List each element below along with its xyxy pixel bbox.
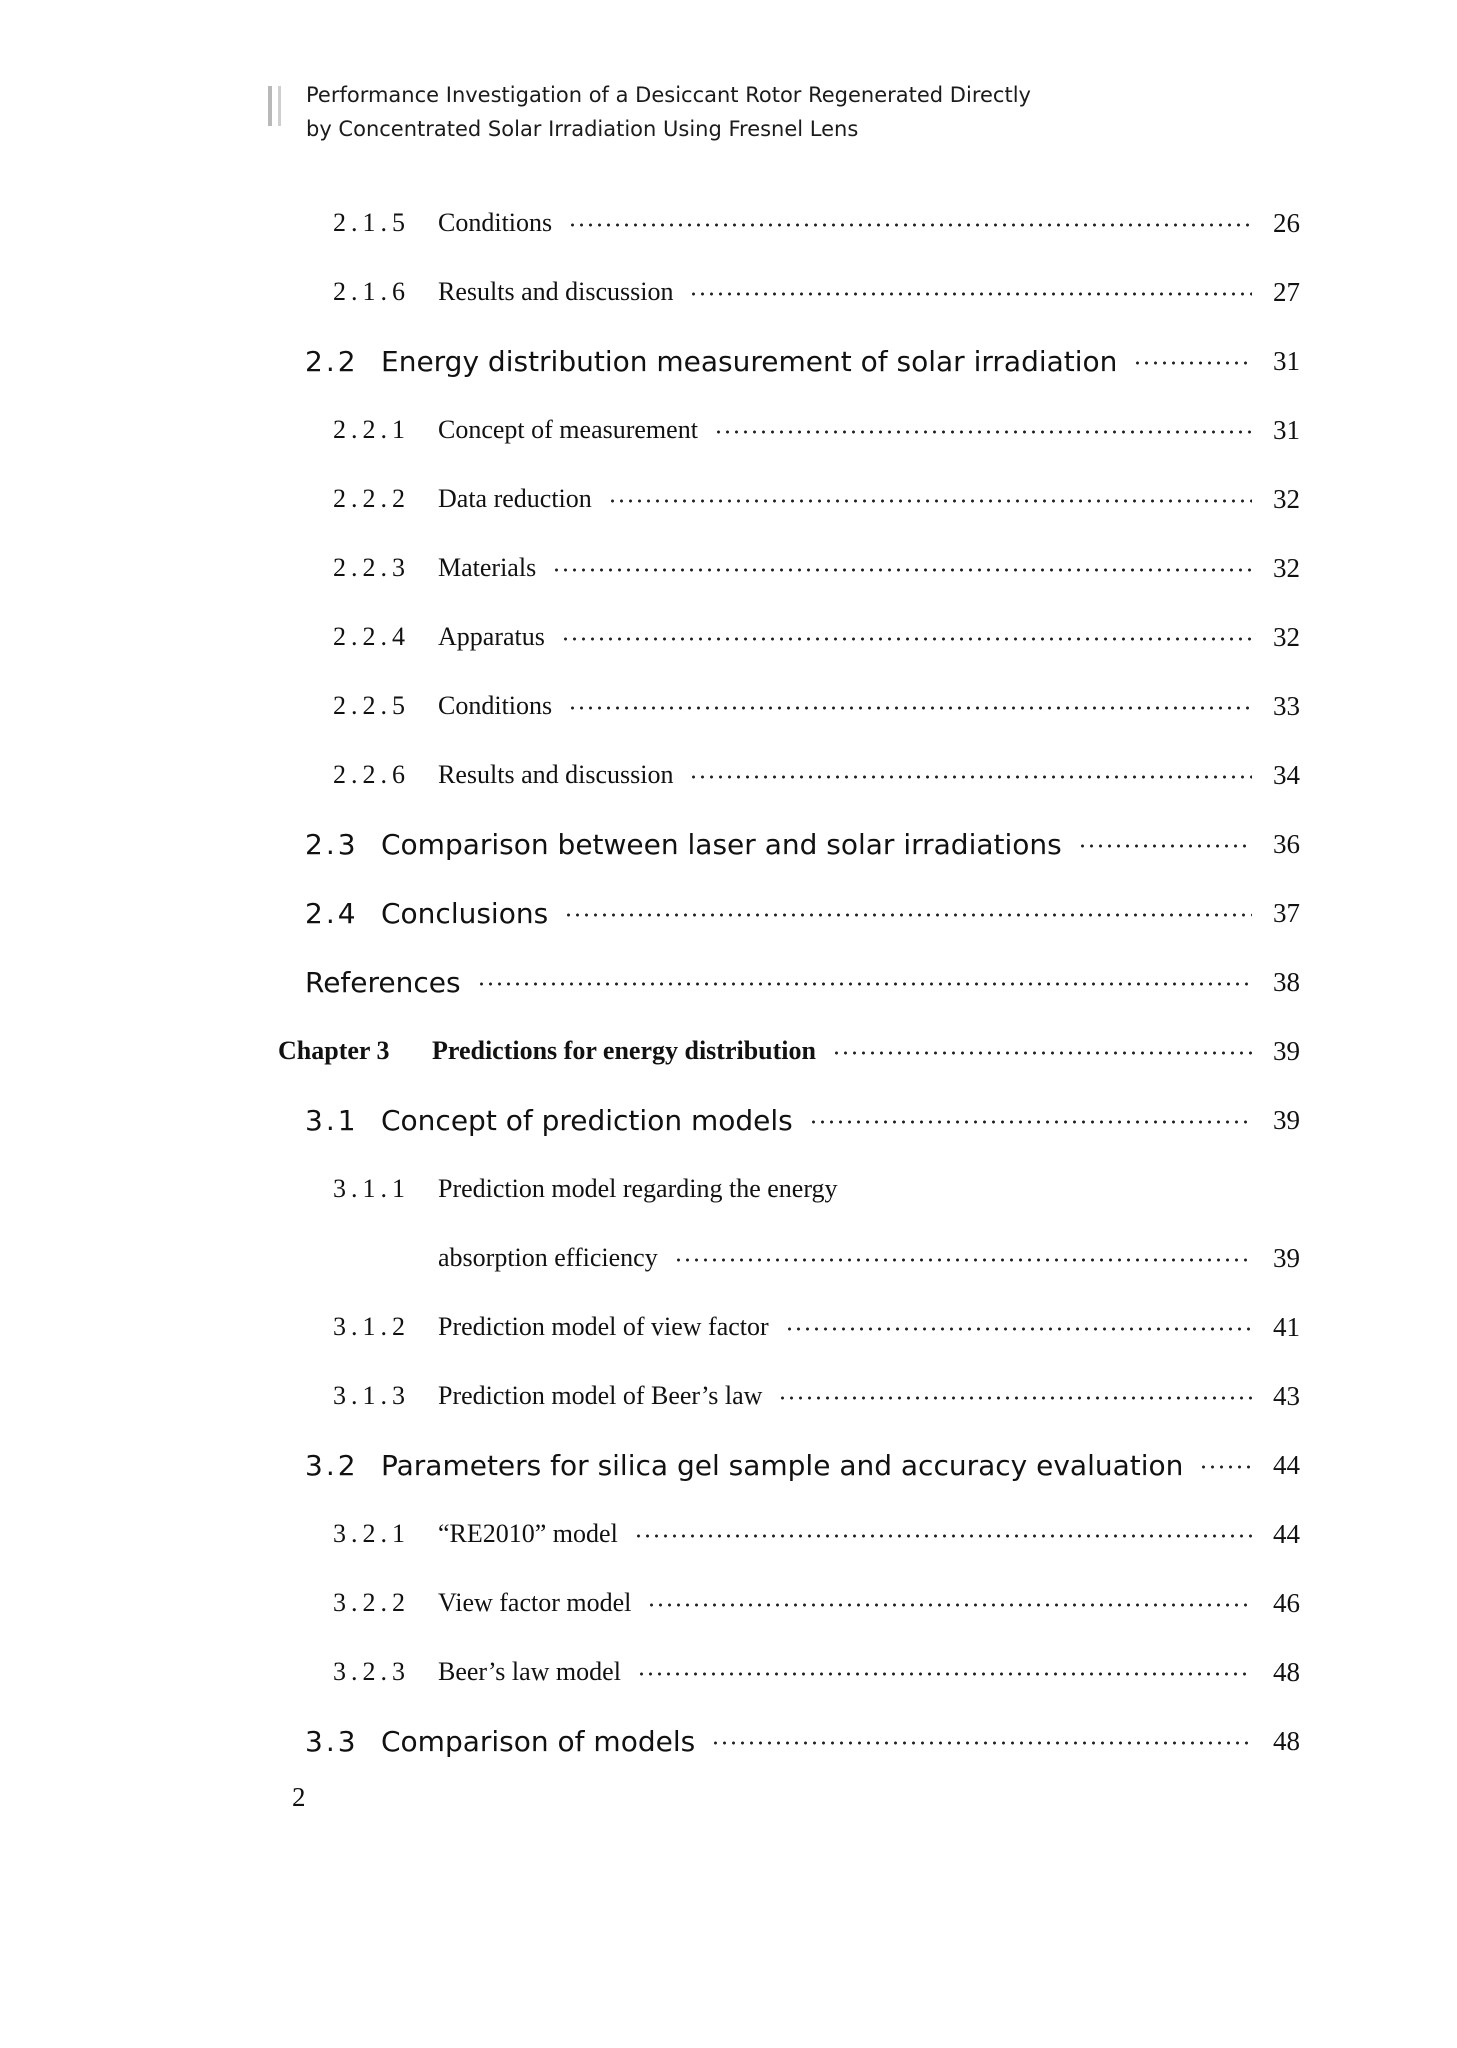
toc-page: 32 bbox=[1273, 552, 1300, 583]
toc-title: Results and discussion bbox=[438, 760, 674, 789]
toc-entry-2-2-6[interactable] bbox=[333, 753, 1300, 797]
toc-page: 31 bbox=[1273, 414, 1300, 445]
toc-page: 36 bbox=[1273, 828, 1300, 859]
toc-title: Conditions bbox=[438, 691, 553, 720]
toc-page: 41 bbox=[1273, 1311, 1300, 1342]
toc-title: “RE2010” model bbox=[438, 1519, 618, 1548]
toc-title: View factor model bbox=[438, 1588, 632, 1617]
toc-title: Prediction model of view factor bbox=[438, 1312, 769, 1341]
dot-leader bbox=[711, 1737, 1252, 1749]
toc-number: 3.1.2 bbox=[333, 1312, 410, 1341]
toc-number: 2.1.6 bbox=[333, 277, 410, 306]
toc-number: 3.2.2 bbox=[333, 1588, 410, 1617]
toc-number: 2.3 bbox=[305, 827, 359, 861]
toc-entry-2-2-1[interactable] bbox=[333, 408, 1300, 452]
toc-entry-2-2-5[interactable] bbox=[333, 684, 1300, 728]
header-rule-mark bbox=[268, 86, 281, 126]
toc-number: 3.1.3 bbox=[333, 1381, 410, 1410]
dot-leader bbox=[1133, 357, 1252, 369]
toc-title: Comparison between laser and solar irradiations bbox=[381, 827, 1062, 861]
toc-entry-3-1-2[interactable] bbox=[333, 1305, 1300, 1349]
toc-title: Comparison of models bbox=[381, 1724, 696, 1758]
toc-number: 2.2.2 bbox=[333, 484, 410, 513]
dot-leader bbox=[714, 426, 1252, 438]
toc-entry-3-2[interactable] bbox=[305, 1443, 1300, 1487]
toc-page: 34 bbox=[1273, 759, 1300, 790]
dot-leader bbox=[477, 978, 1252, 990]
toc-title: Conclusions bbox=[381, 896, 549, 930]
toc-number: 2.2.3 bbox=[333, 553, 410, 582]
dot-leader bbox=[1199, 1461, 1252, 1473]
toc-entry-3-1-1-continued[interactable] bbox=[438, 1236, 1300, 1280]
toc-page: 32 bbox=[1273, 483, 1300, 514]
header-title-line-1: Performance Investigation of a Desiccant Rotor Regenerated Directly bbox=[306, 83, 1031, 107]
toc-entry-2-2-2[interactable] bbox=[333, 477, 1300, 521]
dot-leader bbox=[561, 633, 1252, 645]
toc-number: 3.3 bbox=[305, 1724, 359, 1758]
toc-page: 44 bbox=[1273, 1449, 1300, 1480]
toc-title: Prediction model regarding the energy bbox=[438, 1174, 838, 1203]
toc-number: 3.2.3 bbox=[333, 1657, 410, 1686]
toc-title: Concept of measurement bbox=[438, 415, 698, 444]
toc-number: 2.2.1 bbox=[333, 415, 410, 444]
page-number: 2 bbox=[292, 1782, 306, 1812]
toc-page: 31 bbox=[1273, 345, 1300, 376]
toc-title: absorption efficiency bbox=[438, 1243, 658, 1272]
toc-page: 46 bbox=[1273, 1587, 1300, 1618]
dot-leader bbox=[1078, 840, 1252, 852]
toc-entry-3-2-3[interactable] bbox=[333, 1650, 1300, 1694]
toc-number: 2.2.5 bbox=[333, 691, 410, 720]
toc-number: Chapter 3 bbox=[278, 1036, 390, 1065]
toc-title: Beer’s law model bbox=[438, 1657, 621, 1686]
toc-page: 32 bbox=[1273, 621, 1300, 652]
toc-entry-references[interactable] bbox=[305, 960, 1300, 1004]
dot-leader bbox=[568, 219, 1252, 231]
toc-number: 2.2.6 bbox=[333, 760, 410, 789]
toc-number: 3.1 bbox=[305, 1103, 359, 1137]
dot-leader bbox=[608, 495, 1252, 507]
toc-title: References bbox=[305, 965, 461, 999]
dot-leader bbox=[689, 771, 1252, 783]
toc-title: Apparatus bbox=[438, 622, 545, 651]
dot-leader bbox=[809, 1116, 1252, 1128]
dot-leader bbox=[634, 1530, 1252, 1542]
toc-entry-3-2-1[interactable] bbox=[333, 1512, 1300, 1556]
toc-page: 37 bbox=[1273, 897, 1300, 928]
toc-number: 2.2.4 bbox=[333, 622, 410, 651]
dot-leader bbox=[689, 288, 1252, 300]
toc-page: 26 bbox=[1273, 207, 1300, 238]
toc-title: Predictions for energy distribution bbox=[432, 1036, 816, 1065]
header-title-line-2: by Concentrated Solar Irradiation Using Fresnel Lens bbox=[306, 117, 859, 141]
toc-page: 38 bbox=[1273, 966, 1300, 997]
dot-leader bbox=[674, 1254, 1252, 1266]
toc-page: 48 bbox=[1273, 1656, 1300, 1687]
toc-page: 33 bbox=[1273, 690, 1300, 721]
toc-number: 3.2 bbox=[305, 1448, 359, 1482]
toc-entry-3-3[interactable] bbox=[305, 1719, 1300, 1763]
running-header bbox=[280, 78, 1180, 146]
toc-title: Data reduction bbox=[438, 484, 592, 513]
toc-entry-2-1-6[interactable] bbox=[333, 270, 1300, 314]
toc-title: Materials bbox=[438, 553, 537, 582]
toc-entry-2-1-5[interactable] bbox=[333, 201, 1300, 245]
dot-leader bbox=[785, 1323, 1252, 1335]
toc-page: 39 bbox=[1273, 1242, 1300, 1273]
dot-leader bbox=[778, 1392, 1252, 1404]
toc-title: Prediction model of Beer’s law bbox=[438, 1381, 763, 1410]
toc-title: Parameters for silica gel sample and accuracy evaluation bbox=[381, 1448, 1184, 1482]
dot-leader bbox=[552, 564, 1252, 576]
toc-number: 2.1.5 bbox=[333, 208, 410, 237]
toc-number: 3.1.1 bbox=[333, 1174, 410, 1203]
toc-entry-2-2[interactable] bbox=[305, 339, 1300, 383]
toc-entry-2-2-3[interactable] bbox=[333, 546, 1300, 590]
toc-entry-3-1-3[interactable] bbox=[333, 1374, 1300, 1418]
toc-entry-2-3[interactable] bbox=[305, 822, 1300, 866]
toc-title: Conditions bbox=[438, 208, 553, 237]
toc-page: 44 bbox=[1273, 1518, 1300, 1549]
toc-entry-2-2-4[interactable] bbox=[333, 615, 1300, 659]
toc-entry-2-4[interactable] bbox=[305, 891, 1300, 935]
toc-entry-chapter-3[interactable] bbox=[278, 1029, 1300, 1073]
dot-leader bbox=[832, 1047, 1252, 1059]
toc-title: Energy distribution measurement of solar irradiation bbox=[381, 344, 1118, 378]
toc-entry-3-1-1[interactable] bbox=[333, 1167, 1300, 1211]
toc-page: 27 bbox=[1273, 276, 1300, 307]
toc-page: 43 bbox=[1273, 1380, 1300, 1411]
dot-leader bbox=[564, 909, 1252, 921]
toc-number: 2.2 bbox=[305, 344, 359, 378]
toc-page: 39 bbox=[1273, 1104, 1300, 1135]
dot-leader bbox=[637, 1668, 1252, 1680]
toc-entry-3-2-2[interactable] bbox=[333, 1581, 1300, 1625]
toc-page: 39 bbox=[1273, 1035, 1300, 1066]
dot-leader bbox=[647, 1599, 1252, 1611]
toc-entry-3-1[interactable] bbox=[305, 1098, 1300, 1142]
toc-title: Concept of prediction models bbox=[381, 1103, 793, 1137]
toc-title: Results and discussion bbox=[438, 277, 674, 306]
toc-number: 2.4 bbox=[305, 896, 359, 930]
toc-number: 3.2.1 bbox=[333, 1519, 410, 1548]
dot-leader bbox=[568, 702, 1252, 714]
toc-page: 48 bbox=[1273, 1725, 1300, 1756]
